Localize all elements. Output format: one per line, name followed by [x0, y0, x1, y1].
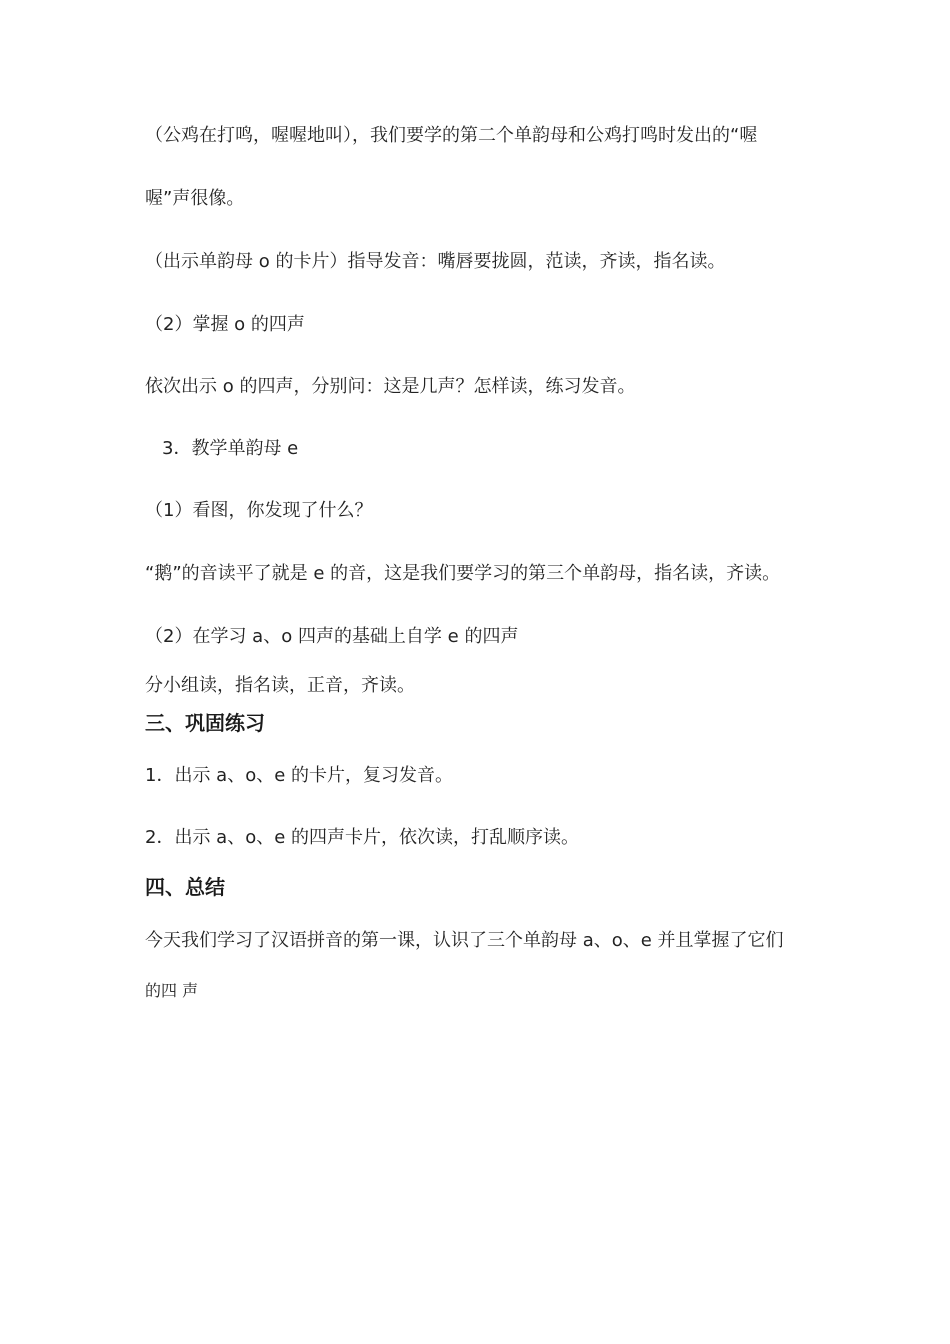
paragraph-line: 的四 声	[145, 981, 199, 1000]
paragraph-line: （1）看图，你发现了什么？	[145, 500, 373, 521]
paragraph-line: 分小组读，指名读，正音，齐读。	[145, 675, 415, 696]
section-heading: 四、总结	[145, 875, 225, 899]
list-item: 1．出示 a、o、e 的卡片，复习发音。	[145, 765, 454, 786]
paragraph-line: （出示单韵母 o 的卡片）指导发音：嘴唇要拢圆，范读，齐读，指名读。	[145, 251, 726, 272]
paragraph-line: 今天我们学习了汉语拼音的第一课，认识了三个单韵母 a、o、e 并且掌握了它们	[145, 930, 784, 951]
list-item: 3．教学单韵母 e	[162, 438, 299, 459]
list-item: 2．出示 a、o、e 的四声卡片，依次读，打乱顺序读。	[145, 827, 580, 848]
paragraph-line: 依次出示 o 的四声，分别问：这是几声？怎样读，练习发音。	[145, 376, 636, 397]
paragraph-line: 喔”声很像。	[145, 188, 245, 209]
paragraph-line: （2）在学习 a、o 四声的基础上自学 e 的四声	[145, 626, 519, 647]
section-heading: 三、巩固练习	[145, 711, 265, 735]
paragraph-line: （2）掌握 o 的四声	[145, 314, 305, 335]
paragraph-line: （公鸡在打鸣，喔喔地叫），我们要学的第二个单韵母和公鸡打鸣时发出的“喔	[145, 125, 758, 146]
paragraph-line: “鹅”的音读平了就是 e 的音，这是我们要学习的第三个单韵母，指名读，齐读。	[145, 563, 781, 584]
